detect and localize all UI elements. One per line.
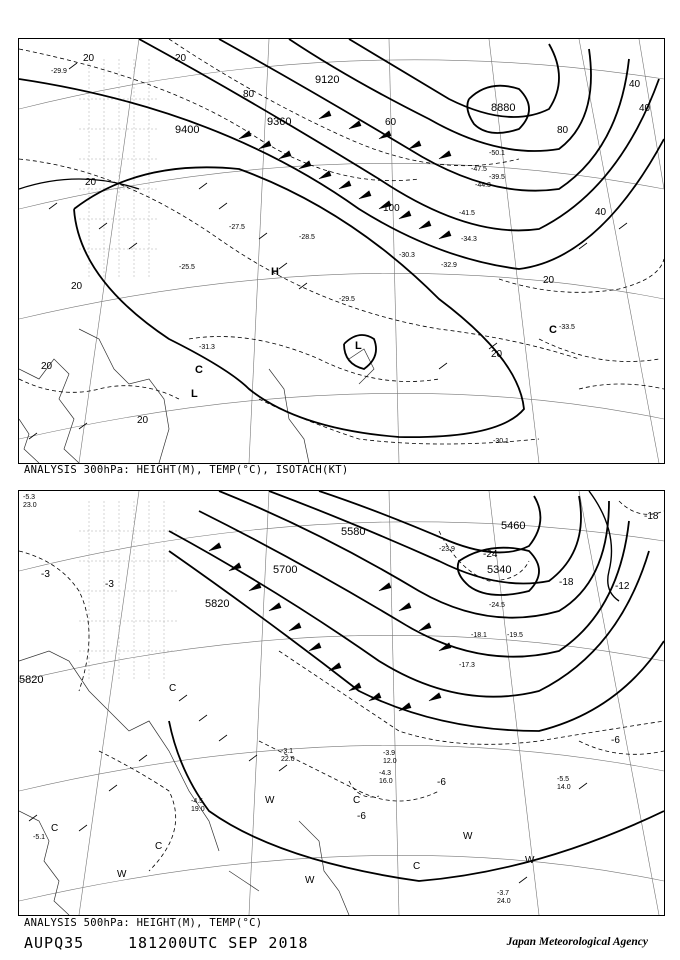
station-value: 12.0 — [383, 758, 397, 765]
station-value: 19.0 — [191, 806, 205, 813]
temp-label: -50.1 — [489, 150, 505, 157]
temp-label: -32.9 — [441, 262, 457, 269]
isotherm-label: -6 — [611, 735, 620, 746]
station-grid — [79, 501, 179, 681]
isotach-label: 20 — [83, 53, 95, 64]
station-value: -3.7 — [497, 890, 510, 897]
caption-300hpa: ANALYSIS 300hPa: HEIGHT(M), TEMP(°C), ISOTACH(KT) — [24, 464, 349, 476]
graticule — [19, 39, 664, 463]
isotherm-label: -6 — [437, 777, 446, 788]
temp-label: -47.5 — [471, 166, 487, 173]
temp-label: -44.3 — [475, 182, 491, 189]
height-label: 9120 — [315, 74, 340, 86]
isotherm-label: -3 — [41, 569, 50, 580]
station-value: -3.9 — [383, 750, 396, 757]
temp-label: -25.5 — [179, 264, 195, 271]
temperature-labels — [51, 68, 575, 445]
cold-center: C — [413, 861, 421, 872]
height-label: 5820 — [205, 598, 230, 610]
isotach-label: 40 — [639, 103, 651, 114]
height-labels — [19, 520, 525, 686]
height-labels — [175, 74, 515, 136]
isotach-label: 20 — [175, 53, 187, 64]
station-value: -24.5 — [489, 602, 505, 609]
height-label: 5580 — [341, 526, 366, 538]
chart-code: AUPQ35 — [24, 934, 85, 952]
isotach-label: 20 — [137, 415, 149, 426]
warm-center: W — [463, 831, 473, 842]
cold-center: C — [169, 683, 177, 694]
station-value: -4.3 — [379, 770, 392, 777]
caption-500hpa: ANALYSIS 500hPa: HEIGHT(M), TEMP(°C) — [24, 917, 263, 929]
station-value: 23.0 — [23, 502, 37, 509]
isotherm-label: -3 — [105, 579, 114, 590]
temp-label: -29.9 — [51, 68, 67, 75]
station-value: -3.1 — [281, 748, 294, 755]
isotherm-label: -6 — [357, 811, 366, 822]
map-300hpa-canvas — [19, 39, 664, 463]
isotachs — [19, 39, 664, 444]
warm-center: W — [305, 875, 315, 886]
warm-center: W — [265, 795, 275, 806]
temp-label: -34.3 — [461, 236, 477, 243]
height-label: 5700 — [273, 564, 298, 576]
temp-label: -31.3 — [199, 344, 215, 351]
height-label: 5340 — [487, 564, 512, 576]
station-value: -17.3 — [459, 662, 475, 669]
map-panel-500hpa — [18, 490, 665, 916]
station-value: -5.5 — [557, 776, 570, 783]
isotach-label: 20 — [41, 361, 53, 372]
isotach-label: 80 — [243, 89, 255, 100]
temp-label: -33.5 — [559, 324, 575, 331]
warm-center: W — [117, 869, 127, 880]
temp-label: -30.1 — [493, 438, 509, 445]
cold-center: C — [353, 795, 361, 806]
low-center: L — [191, 388, 198, 400]
cold-center: C — [195, 364, 203, 376]
high-center: H — [271, 266, 279, 278]
station-value: 16.0 — [379, 778, 393, 785]
isotherm-label: -12 — [615, 581, 630, 592]
cold-center: C — [155, 841, 163, 852]
height-label: 5820 — [19, 674, 44, 686]
isotherms — [19, 501, 664, 871]
isotherm-label: -18 — [559, 577, 574, 588]
isotach-label: 80 — [557, 125, 569, 136]
isotach-label: 60 — [385, 117, 397, 128]
graticule — [19, 491, 664, 915]
temp-label: -39.5 — [489, 174, 505, 181]
height-label: 8880 — [491, 102, 516, 114]
station-value: -18.1 — [471, 632, 487, 639]
temp-label: -28.5 — [299, 234, 315, 241]
temp-label: -41.5 — [459, 210, 475, 217]
wind-barbs — [29, 543, 587, 883]
temp-label: -29.5 — [339, 296, 355, 303]
isotherm-label: -18 — [644, 511, 659, 522]
station-value: -4.5 — [191, 798, 204, 805]
station-value: 24.0 — [497, 898, 511, 905]
valid-time: 181200UTC SEP 2018 — [128, 934, 309, 952]
isotach-label: 20 — [71, 281, 83, 292]
center-markers — [191, 266, 557, 400]
map-500hpa-canvas — [19, 491, 664, 915]
isotherm-label: -24 — [483, 549, 498, 560]
warm-center: W — [525, 855, 535, 866]
low-center: L — [355, 340, 362, 352]
isotach-label: 40 — [595, 207, 607, 218]
height-label: 9360 — [267, 116, 292, 128]
coastline — [19, 651, 349, 915]
station-value: -5.3 — [23, 494, 36, 501]
height-label: 9400 — [175, 124, 200, 136]
height-contours — [19, 39, 664, 437]
agency-name: Japan Meteorological Agency — [506, 936, 648, 948]
height-label: 5460 — [501, 520, 526, 532]
station-value: 14.0 — [557, 784, 571, 791]
cold-center: C — [549, 324, 557, 336]
isotach-label: 20 — [491, 349, 503, 360]
isotach-label: 100 — [383, 203, 400, 214]
wind-barbs — [29, 63, 627, 439]
center-markers — [51, 683, 535, 886]
temp-label: -27.5 — [229, 224, 245, 231]
temp-label: -30.3 — [399, 252, 415, 259]
cold-center: C — [51, 823, 59, 834]
isotach-label: 20 — [85, 177, 97, 188]
station-value: -19.5 — [507, 632, 523, 639]
station-value: 22.0 — [281, 756, 295, 763]
map-panel-300hpa — [18, 38, 665, 464]
isotach-label: 20 — [543, 275, 555, 286]
station-value: -23.9 — [439, 546, 455, 553]
station-value: -5.1 — [33, 834, 46, 841]
isotach-label: 40 — [629, 79, 641, 90]
